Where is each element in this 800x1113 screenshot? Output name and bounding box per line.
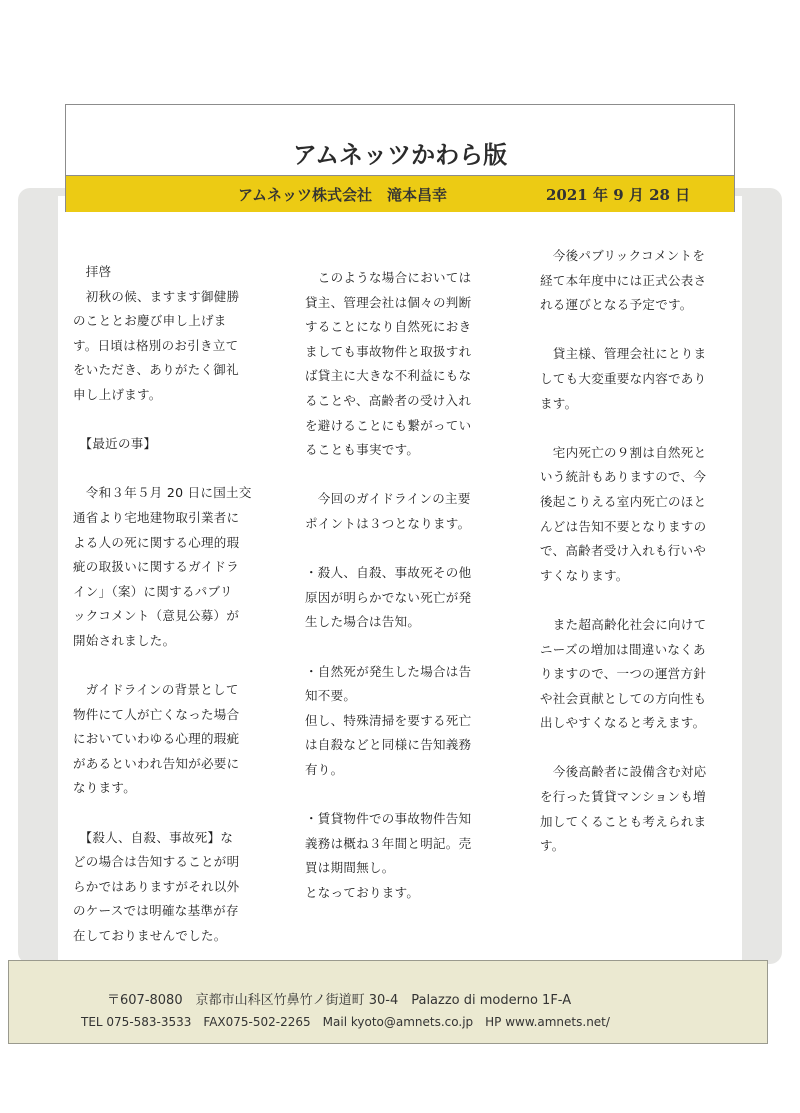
company-author: アムネッツ株式会社 滝本昌幸 <box>238 186 447 204</box>
header-box <box>65 104 735 212</box>
footer-address: 〒607-8080 京都市山科区竹鼻竹ノ街道町 30-4 Palazzo di moderno 1F-A <box>107 993 572 1008</box>
text-column-2: このような場合においては 貸主、管理会社は個々の判断 することになり自然死におき ましても事故物件と取扱すれ ば貸主に大きな不利益にもな ることや、高齢者の受け入れ を避けることにも繋がってい ることも事実です。 今回のガイドラインの主要 ポイントは３つとなります。 ・殺人、自殺、事故死その他 原因が明らかでない死亡が発 生した場合は告知。 ・自然死が発生した場合は告 知不要。 但し、特殊清掃を要する死亡 は自殺などと同様に告知義務 有り。 ・賃貸物件での事故物件告知 義務は概ね３年間と明記。売 買は期間無し。 となっております。 <box>305 270 472 900</box>
footer-box <box>8 960 768 1044</box>
text-column-3: 今後パブリックコメントを 経て本年度中には正式公表さ れる運びとなる予定です。 貸主様、管理会社にとりま しても大変重要な内容であり ます。 宅内死亡の９割は自然死と いう統計もありますので、今 後起こりえる室内死亡のほと んどは告知不要となりますの で、高齢者受け入れも行いや すくなります。 また超高齢化社会に向けて ニーズの増加は間違いなくあ りますので、一つの運営方針 や社会貢献としての方向性も 出しやすくなると考えます。 今後高齢者に設備含む対応 を行った賃貸マンションも増 加してくることも考えられま す。 <box>540 248 707 854</box>
footer-contact: TEL 075-583-3533 FAX075-502-2265 Mail kyoto@amnets.co.jp HP www.amnets.net/ <box>81 1015 610 1029</box>
text-column-1: 拝啓 初秋の候、ますます御健勝 のこととお慶び申し上げま す。日頃は格別のお引き立て をいただき、ありがたく御礼 申し上げます。 【最近の事】 令和３年５月 20 日に国土交 通省より宅地建物取引業者に よる人の死に関する心理的瑕 疵の取扱いに関するガイドラ イン」（案）に関するパブリ ックコメント（意見公募）が 開始されました。 ガイドラインの背景として 物件にて人が亡くなった場合 においていわゆる心理的瑕疵 があるといわれ告知が必要に なります。 【殺人、自殺、事故死】な どの場合は告知することが明 らかではありますがそれ以外 のケースでは明確な基準が存 在しておりませんでした。 <box>73 264 252 944</box>
issue-date: 2021 年 9 月 28 日 <box>546 186 691 204</box>
header-band <box>66 175 734 212</box>
page-title: アムネッツかわら版 <box>292 140 508 169</box>
